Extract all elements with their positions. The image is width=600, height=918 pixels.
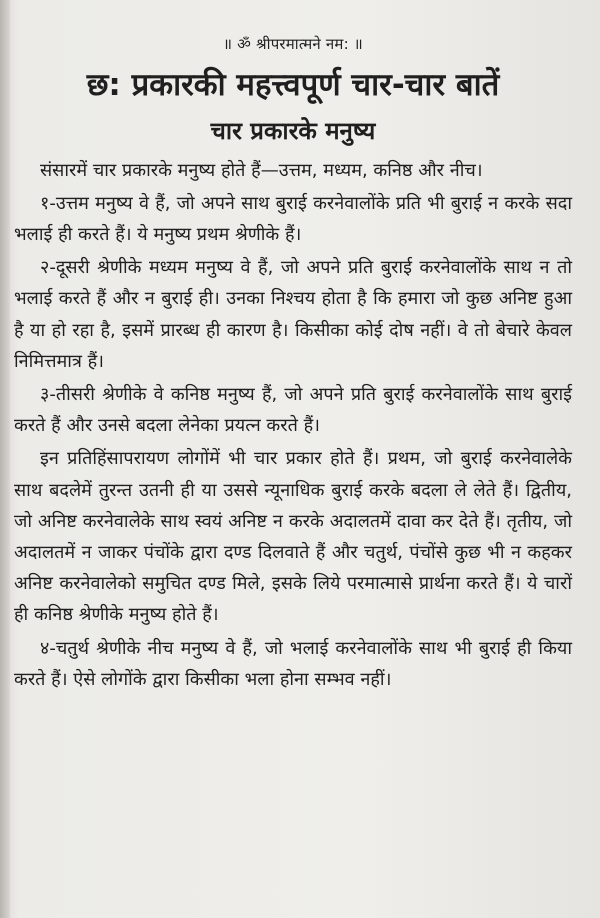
page-spine-shadow <box>0 0 10 918</box>
paragraph-kanishth: ३-तीसरी श्रेणीके वे कनिष्ठ मनुष्य हैं, जो अपने प्रति बुराई करनेवालोंके साथ बुराई करते हैं और उनसे बदला लेनेका प्रयत्न करते हैं। <box>14 384 572 437</box>
section-subtitle: चार प्रकारके मनुष्य <box>210 116 376 145</box>
chapter-title: छ: प्रकारकी महत्त्वपूर्ण चार-चार बातें <box>86 67 500 103</box>
body-text <box>14 155 572 695</box>
paragraph-madhyam: २-दूसरी श्रेणीके मध्यम मनुष्य वे हैं, जो अपने प्रति बुराई करनेवालोंके साथ न तो भलाई करते हैं और न बुराई ही। उनका निश्चय होता है कि हमारा जो कुछ अनिष्ट हुआ है या हो रहा है, इसमें प्रारब्ध ही कारण है। किसीका कोई दोष नहीं। वे तो बेचारे केवल निमित्तमात्र हैं। <box>14 257 572 372</box>
invocation-line: ॥ ॐ श्रीपरमात्मने नम: ॥ <box>223 35 363 53</box>
paragraph-pratihinsa: इन प्रतिहिंसापरायण लोगोंमें भी चार प्रकार होते हैं। प्रथम, जो बुराई करनेवालेके साथ बदलेमें तुरन्त उतनी ही या उससे न्यूनाधिक बुराई करके बदला ले लेते हैं। द्वितीय, जो अनिष्ट करनेवालेके साथ स्वयं अनिष्ट न करके अदालतमें दावा कर देते हैं। तृतीय, जो अदालतमें न जाकर पंचोंके द्वारा दण्ड दिलवाते हैं और चतुर्थ, पंचोंसे कुछ भी न कहकर अनिष्ट करनेवालेको समुचित दण्ड मिले, इसके लिये परमात्मासे प्रार्थना करते हैं। ये चारों ही कनिष्ठ श्रेणीके मनुष्य होते हैं। <box>14 448 572 626</box>
paragraph-intro: संसारमें चार प्रकारके मनुष्य होते हैं—उत्तम, मध्यम, कनिष्ठ और नीच। <box>40 159 483 181</box>
paragraph-neech: ४-चतुर्थ श्रेणीके नीच मनुष्य वे हैं, जो भलाई करनेवालोंके साथ भी बुराई ही किया करते हैं। ऐसे लोगोंके द्वारा किसीका भला होना सम्भव नहीं। <box>14 637 572 690</box>
paragraph-uttam: १-उत्तम मनुष्य वे हैं, जो अपने साथ बुराई करनेवालोंके प्रति भी बुराई न करके सदा भलाई ही करते हैं। ये मनुष्य प्रथम श्रेणीके हैं। <box>14 192 572 246</box>
